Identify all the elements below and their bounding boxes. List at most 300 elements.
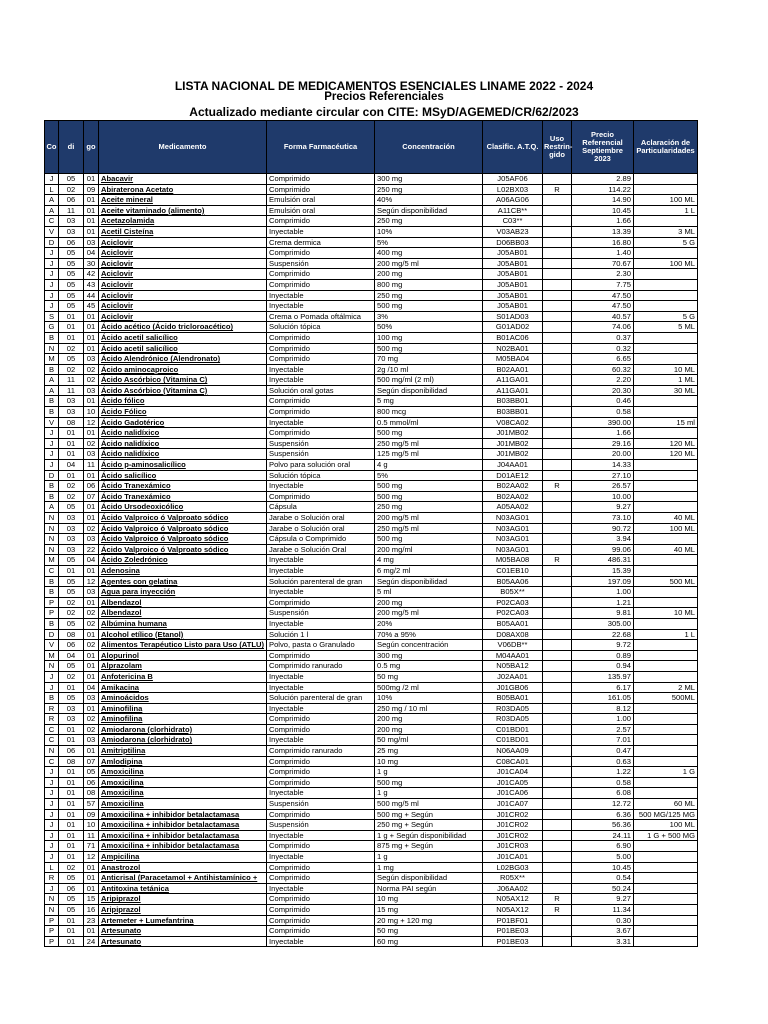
cell-forma: Comprimido bbox=[267, 809, 375, 820]
cell-atc: L02BX03 bbox=[483, 184, 543, 195]
cell-aclaracion: 1 L bbox=[634, 629, 698, 640]
cell-atc: N03AG01 bbox=[483, 544, 543, 555]
cell-precio: 3.67 bbox=[572, 926, 634, 937]
cell-precio: 9.27 bbox=[572, 894, 634, 905]
cell-code-letter: B bbox=[45, 693, 59, 704]
cell-medicamento: Albendazol bbox=[99, 608, 267, 619]
cell-uso bbox=[543, 883, 572, 894]
cell-code-number: 02 bbox=[84, 724, 99, 735]
cell-uso bbox=[543, 703, 572, 714]
cell-medicamento: Acetil Cisteína bbox=[99, 226, 267, 237]
cell-forma: Comprimido bbox=[267, 915, 375, 926]
cell-code-letter: J bbox=[45, 301, 59, 312]
cell-concentracion: 500mg /2 ml bbox=[375, 682, 483, 693]
cell-precio: 1.22 bbox=[572, 767, 634, 778]
cell-aclaracion: 100 ML bbox=[634, 523, 698, 534]
header-forma: Forma Farmacéutica bbox=[267, 121, 375, 174]
cell-precio: 486.31 bbox=[572, 555, 634, 566]
cell-atc: B03BB01 bbox=[483, 396, 543, 407]
cell-code-number: 02 bbox=[84, 608, 99, 619]
cell-code-letter: J bbox=[45, 248, 59, 259]
cell-uso bbox=[543, 375, 572, 386]
cell-atc: J01CA05 bbox=[483, 777, 543, 788]
cell-code-letter: J bbox=[45, 460, 59, 471]
cell-code-group: 05 bbox=[59, 248, 84, 259]
cell-uso bbox=[543, 640, 572, 651]
cell-concentracion: 500 mg bbox=[375, 777, 483, 788]
cell-code-group: 01 bbox=[59, 926, 84, 937]
cell-forma: Comprimido bbox=[267, 841, 375, 852]
cell-aclaracion: 30 ML bbox=[634, 385, 698, 396]
cell-precio: 305.00 bbox=[572, 618, 634, 629]
cell-forma: Comprimido ranurado bbox=[267, 746, 375, 757]
cell-code-group: 03 bbox=[59, 544, 84, 555]
cell-medicamento: Anticrisal (Paracetamol + Antihistamínico + bbox=[99, 873, 267, 884]
cell-forma: Comprimido bbox=[267, 184, 375, 195]
cell-forma: Comprimido bbox=[267, 904, 375, 915]
cell-medicamento: Alcohol etílico (Etanol) bbox=[99, 629, 267, 640]
cell-uso bbox=[543, 216, 572, 227]
cell-code-letter: J bbox=[45, 438, 59, 449]
cell-atc: P02CA03 bbox=[483, 608, 543, 619]
cell-precio: 0.94 bbox=[572, 661, 634, 672]
cell-uso bbox=[543, 438, 572, 449]
cell-code-group: 05 bbox=[59, 661, 84, 672]
cell-forma: Inyectable bbox=[267, 830, 375, 841]
cell-medicamento: Amlodipina bbox=[99, 756, 267, 767]
cell-code-letter: M bbox=[45, 354, 59, 365]
table-row bbox=[45, 248, 698, 259]
table-row bbox=[45, 799, 698, 810]
cell-atc: N05BA12 bbox=[483, 661, 543, 672]
cell-code-group: 01 bbox=[59, 777, 84, 788]
cell-code-number: 03 bbox=[84, 693, 99, 704]
cell-medicamento: Abacavir bbox=[99, 174, 267, 185]
cell-code-letter: C bbox=[45, 756, 59, 767]
cell-precio: 0.58 bbox=[572, 777, 634, 788]
cell-uso: R bbox=[543, 894, 572, 905]
cell-aclaracion bbox=[634, 756, 698, 767]
cell-atc: M05BA08 bbox=[483, 555, 543, 566]
cell-aclaracion bbox=[634, 746, 698, 757]
cell-code-number: 09 bbox=[84, 184, 99, 195]
cell-forma: Inyectable bbox=[267, 735, 375, 746]
cell-code-group: 01 bbox=[59, 724, 84, 735]
cell-concentracion: 200 mg bbox=[375, 724, 483, 735]
cell-concentracion: 500 mg + Según bbox=[375, 809, 483, 820]
cell-code-letter: N bbox=[45, 661, 59, 672]
cell-precio: 6.36 bbox=[572, 809, 634, 820]
table-row bbox=[45, 491, 698, 502]
cell-code-number: 01 bbox=[84, 671, 99, 682]
cell-atc: J05AB01 bbox=[483, 258, 543, 269]
cell-atc: J02AA01 bbox=[483, 671, 543, 682]
table-row bbox=[45, 915, 698, 926]
cell-concentracion: 2g /10 ml bbox=[375, 364, 483, 375]
cell-aclaracion bbox=[634, 470, 698, 481]
cell-atc: C01EB10 bbox=[483, 565, 543, 576]
cell-aclaracion bbox=[634, 852, 698, 863]
cell-aclaracion bbox=[634, 714, 698, 725]
cell-forma: Suspensión bbox=[267, 820, 375, 831]
cell-precio: 12.72 bbox=[572, 799, 634, 810]
cell-forma: Emulsión oral bbox=[267, 195, 375, 206]
cell-aclaracion bbox=[634, 777, 698, 788]
cell-medicamento: Ampicilina bbox=[99, 852, 267, 863]
cell-forma: Comprimido bbox=[267, 491, 375, 502]
cell-code-number: 01 bbox=[84, 597, 99, 608]
cell-atc: C01BD01 bbox=[483, 735, 543, 746]
cell-code-group: 01 bbox=[59, 936, 84, 947]
header-uso: Uso Restrin- gido bbox=[543, 121, 572, 174]
cell-aclaracion: 60 ML bbox=[634, 799, 698, 810]
cell-aclaracion bbox=[634, 735, 698, 746]
cell-code-number: 03 bbox=[84, 534, 99, 545]
cell-aclaracion bbox=[634, 481, 698, 492]
cell-concentracion: 500 mg bbox=[375, 534, 483, 545]
cell-forma: Jarabe o Solución oral bbox=[267, 523, 375, 534]
table-row bbox=[45, 820, 698, 831]
cell-medicamento: Alprazolam bbox=[99, 661, 267, 672]
cell-code-number: 57 bbox=[84, 799, 99, 810]
cell-concentracion: 100 mg bbox=[375, 332, 483, 343]
cell-code-group: 05 bbox=[59, 618, 84, 629]
cell-code-letter: P bbox=[45, 597, 59, 608]
cell-code-group: 05 bbox=[59, 555, 84, 566]
cell-forma: Comprimido bbox=[267, 756, 375, 767]
cell-uso bbox=[543, 841, 572, 852]
cell-aclaracion: 10 ML bbox=[634, 608, 698, 619]
table-row bbox=[45, 375, 698, 386]
cell-precio: 2.89 bbox=[572, 174, 634, 185]
table-row bbox=[45, 174, 698, 185]
cell-atc: J01CA01 bbox=[483, 852, 543, 863]
cell-precio: 3.31 bbox=[572, 936, 634, 947]
cell-aclaracion bbox=[634, 873, 698, 884]
cell-code-letter: B bbox=[45, 364, 59, 375]
cell-uso bbox=[543, 417, 572, 428]
cell-forma: Comprimido bbox=[267, 926, 375, 937]
table-row bbox=[45, 904, 698, 915]
cell-uso bbox=[543, 565, 572, 576]
medicines-table bbox=[44, 120, 698, 947]
cell-uso bbox=[543, 385, 572, 396]
cell-precio: 1.66 bbox=[572, 428, 634, 439]
cell-concentracion: 500 mg/ml (2 ml) bbox=[375, 375, 483, 386]
cell-code-letter: D bbox=[45, 629, 59, 640]
cell-concentracion: 5 mg bbox=[375, 396, 483, 407]
cell-atc: N05AX12 bbox=[483, 904, 543, 915]
cell-uso bbox=[543, 428, 572, 439]
cell-code-letter: A bbox=[45, 205, 59, 216]
cell-aclaracion bbox=[634, 788, 698, 799]
cell-atc: J01CR02 bbox=[483, 809, 543, 820]
cell-code-group: 04 bbox=[59, 460, 84, 471]
table-row bbox=[45, 608, 698, 619]
cell-atc: N06AA09 bbox=[483, 746, 543, 757]
cell-forma: Suspensión bbox=[267, 449, 375, 460]
cell-atc: J01MB02 bbox=[483, 449, 543, 460]
cell-code-group: 08 bbox=[59, 756, 84, 767]
cell-precio: 99.06 bbox=[572, 544, 634, 555]
cell-code-group: 05 bbox=[59, 894, 84, 905]
cell-code-letter: J bbox=[45, 682, 59, 693]
cell-atc: J01MB02 bbox=[483, 428, 543, 439]
cell-concentracion: 1 g bbox=[375, 852, 483, 863]
cell-code-number: 01 bbox=[84, 703, 99, 714]
cell-medicamento: Ácido acético (Ácido tricloroacético) bbox=[99, 322, 267, 333]
table-row bbox=[45, 226, 698, 237]
cell-medicamento: Artemeter + Lumefantrina bbox=[99, 915, 267, 926]
cell-uso: R bbox=[543, 555, 572, 566]
cell-code-group: 05 bbox=[59, 693, 84, 704]
cell-precio: 1.40 bbox=[572, 248, 634, 259]
cell-concentracion: 875 mg + Según bbox=[375, 841, 483, 852]
cell-aclaracion: 1 G + 500 MG bbox=[634, 830, 698, 841]
cell-medicamento: Ácido p-aminosalicílico bbox=[99, 460, 267, 471]
cell-code-number: 03 bbox=[84, 354, 99, 365]
cell-forma: Comprimido bbox=[267, 862, 375, 873]
cell-precio: 70.67 bbox=[572, 258, 634, 269]
cell-code-number: 01 bbox=[84, 343, 99, 354]
cell-code-letter: N bbox=[45, 523, 59, 534]
cell-medicamento: Ácido salicílico bbox=[99, 470, 267, 481]
cell-precio: 20.30 bbox=[572, 385, 634, 396]
cell-code-number: 04 bbox=[84, 555, 99, 566]
cell-forma: Jarabe o Solución Oral bbox=[267, 544, 375, 555]
cell-code-letter: C bbox=[45, 735, 59, 746]
cell-medicamento: Ácido Alendrónico (Alendronato) bbox=[99, 354, 267, 365]
cell-code-group: 02 bbox=[59, 862, 84, 873]
cell-forma: Crema o Pomada oftálmica bbox=[267, 311, 375, 322]
cell-forma: Suspensión bbox=[267, 608, 375, 619]
cell-uso bbox=[543, 746, 572, 757]
cell-forma: Comprimido bbox=[267, 396, 375, 407]
cell-aclaracion bbox=[634, 597, 698, 608]
cell-uso bbox=[543, 799, 572, 810]
cell-uso bbox=[543, 724, 572, 735]
cell-medicamento: Aciclovir bbox=[99, 311, 267, 322]
document-circular-reference: Actualizado mediante circular con CITE: MSyD/AGEMED/CR/62/2023 bbox=[189, 105, 579, 119]
cell-code-letter: P bbox=[45, 926, 59, 937]
cell-code-group: 03 bbox=[59, 513, 84, 524]
cell-concentracion: 300 mg bbox=[375, 650, 483, 661]
cell-code-number: 01 bbox=[84, 862, 99, 873]
cell-forma: Comprimido bbox=[267, 597, 375, 608]
cell-medicamento: Albendazol bbox=[99, 597, 267, 608]
table-row bbox=[45, 301, 698, 312]
cell-code-number: 05 bbox=[84, 767, 99, 778]
cell-atc: B02AA01 bbox=[483, 364, 543, 375]
cell-code-letter: J bbox=[45, 841, 59, 852]
cell-uso bbox=[543, 174, 572, 185]
cell-code-number: 01 bbox=[84, 311, 99, 322]
cell-code-number: 04 bbox=[84, 682, 99, 693]
cell-concentracion: 1 g + Según disponibilidad bbox=[375, 830, 483, 841]
cell-code-letter: L bbox=[45, 862, 59, 873]
cell-code-group: 02 bbox=[59, 343, 84, 354]
cell-atc: B05AA06 bbox=[483, 576, 543, 587]
cell-aclaracion: 100 ML bbox=[634, 258, 698, 269]
cell-concentracion: 20 mg + 120 mg bbox=[375, 915, 483, 926]
cell-atc: G01AD02 bbox=[483, 322, 543, 333]
cell-atc: C03** bbox=[483, 216, 543, 227]
cell-medicamento: Adenosina bbox=[99, 565, 267, 576]
table-row bbox=[45, 777, 698, 788]
cell-medicamento: Amiodarona (clorhidrato) bbox=[99, 735, 267, 746]
cell-code-number: 01 bbox=[84, 428, 99, 439]
cell-aclaracion bbox=[634, 724, 698, 735]
cell-code-number: 22 bbox=[84, 544, 99, 555]
cell-code-letter: B bbox=[45, 491, 59, 502]
cell-forma: Comprimido bbox=[267, 354, 375, 365]
cell-precio: 2.20 bbox=[572, 375, 634, 386]
table-row bbox=[45, 883, 698, 894]
table-row bbox=[45, 873, 698, 884]
cell-uso bbox=[543, 788, 572, 799]
cell-code-group: 01 bbox=[59, 311, 84, 322]
cell-forma: Inyectable bbox=[267, 555, 375, 566]
cell-aclaracion: 120 ML bbox=[634, 449, 698, 460]
cell-code-group: 05 bbox=[59, 279, 84, 290]
cell-code-group: 01 bbox=[59, 809, 84, 820]
cell-uso bbox=[543, 269, 572, 280]
cell-code-letter: J bbox=[45, 767, 59, 778]
cell-code-group: 03 bbox=[59, 703, 84, 714]
table-row bbox=[45, 661, 698, 672]
cell-concentracion: 50 mg/ml bbox=[375, 735, 483, 746]
cell-precio: 9.81 bbox=[572, 608, 634, 619]
table-row bbox=[45, 428, 698, 439]
cell-uso bbox=[543, 809, 572, 820]
cell-code-number: 03 bbox=[84, 735, 99, 746]
cell-code-letter: A bbox=[45, 502, 59, 513]
table-row bbox=[45, 693, 698, 704]
cell-code-letter: A bbox=[45, 195, 59, 206]
cell-forma: Comprimido bbox=[267, 428, 375, 439]
cell-aclaracion bbox=[634, 936, 698, 947]
cell-precio: 24.11 bbox=[572, 830, 634, 841]
cell-code-letter: J bbox=[45, 449, 59, 460]
cell-concentracion: 1 g bbox=[375, 767, 483, 778]
header-precio: Precio Referencial Septiembre 2023 bbox=[572, 121, 634, 174]
cell-medicamento: Ácido nalidíxico bbox=[99, 438, 267, 449]
cell-code-letter: V bbox=[45, 226, 59, 237]
cell-precio: 90.72 bbox=[572, 523, 634, 534]
cell-code-letter: N bbox=[45, 534, 59, 545]
cell-forma: Inyectable bbox=[267, 671, 375, 682]
cell-forma: Suspensión bbox=[267, 799, 375, 810]
cell-code-letter: J bbox=[45, 830, 59, 841]
cell-uso bbox=[543, 258, 572, 269]
cell-code-letter: J bbox=[45, 852, 59, 863]
cell-atc: J01GB06 bbox=[483, 682, 543, 693]
cell-precio: 0.47 bbox=[572, 746, 634, 757]
cell-precio: 73.10 bbox=[572, 513, 634, 524]
cell-medicamento: Aceite mineral bbox=[99, 195, 267, 206]
cell-concentracion: 25 mg bbox=[375, 746, 483, 757]
cell-code-group: 01 bbox=[59, 820, 84, 831]
cell-code-letter: B bbox=[45, 481, 59, 492]
table-row bbox=[45, 852, 698, 863]
cell-code-letter: A bbox=[45, 385, 59, 396]
cell-precio: 26.57 bbox=[572, 481, 634, 492]
cell-forma: Comprimido bbox=[267, 407, 375, 418]
cell-concentracion: 1 mg bbox=[375, 862, 483, 873]
cell-code-number: 11 bbox=[84, 460, 99, 471]
cell-code-letter: G bbox=[45, 322, 59, 333]
cell-code-number: 45 bbox=[84, 301, 99, 312]
cell-code-number: 11 bbox=[84, 830, 99, 841]
cell-medicamento: Amiodarona (clorhidrato) bbox=[99, 724, 267, 735]
cell-code-number: 01 bbox=[84, 502, 99, 513]
cell-code-letter: J bbox=[45, 258, 59, 269]
table-row bbox=[45, 936, 698, 947]
table-row bbox=[45, 258, 698, 269]
cell-medicamento: Alopurinol bbox=[99, 650, 267, 661]
cell-precio: 0.46 bbox=[572, 396, 634, 407]
cell-medicamento: Aripiprazol bbox=[99, 904, 267, 915]
cell-code-group: 06 bbox=[59, 195, 84, 206]
cell-concentracion: 250 mg bbox=[375, 502, 483, 513]
cell-code-number: 01 bbox=[84, 629, 99, 640]
cell-concentracion: 250 mg/5 ml bbox=[375, 523, 483, 534]
cell-aclaracion bbox=[634, 174, 698, 185]
cell-medicamento: Aminofilina bbox=[99, 714, 267, 725]
cell-medicamento: Amoxicilina bbox=[99, 799, 267, 810]
cell-uso bbox=[543, 820, 572, 831]
cell-precio: 16.80 bbox=[572, 237, 634, 248]
cell-concentracion: 200 mg bbox=[375, 597, 483, 608]
cell-medicamento: Aciclovir bbox=[99, 290, 267, 301]
cell-concentracion: 200 mg bbox=[375, 269, 483, 280]
table-row bbox=[45, 640, 698, 651]
cell-aclaracion: 1 G bbox=[634, 767, 698, 778]
table-row bbox=[45, 364, 698, 375]
cell-uso bbox=[543, 226, 572, 237]
cell-uso bbox=[543, 661, 572, 672]
cell-medicamento: Amoxicilina + inhibidor betalactamasa bbox=[99, 841, 267, 852]
cell-code-number: 01 bbox=[84, 926, 99, 937]
cell-medicamento: Ácido nalidíxico bbox=[99, 428, 267, 439]
cell-code-group: 11 bbox=[59, 375, 84, 386]
cell-precio: 114.22 bbox=[572, 184, 634, 195]
cell-code-letter: V bbox=[45, 640, 59, 651]
cell-code-number: 12 bbox=[84, 417, 99, 428]
table-row bbox=[45, 587, 698, 598]
cell-forma: Polvo, pasta o Granulado bbox=[267, 640, 375, 651]
cell-atc: J05AB01 bbox=[483, 248, 543, 259]
cell-uso bbox=[543, 332, 572, 343]
cell-code-number: 10 bbox=[84, 820, 99, 831]
table-row bbox=[45, 290, 698, 301]
cell-forma: Comprimido bbox=[267, 279, 375, 290]
cell-code-number: 01 bbox=[84, 322, 99, 333]
header-go: go bbox=[84, 121, 99, 174]
cell-uso bbox=[543, 714, 572, 725]
table-row bbox=[45, 534, 698, 545]
table-row bbox=[45, 809, 698, 820]
cell-uso bbox=[543, 195, 572, 206]
cell-code-group: 01 bbox=[59, 332, 84, 343]
cell-aclaracion bbox=[634, 703, 698, 714]
cell-code-number: 08 bbox=[84, 788, 99, 799]
cell-aclaracion: 2 ML bbox=[634, 682, 698, 693]
cell-forma: Comprimido bbox=[267, 777, 375, 788]
table-row bbox=[45, 894, 698, 905]
cell-medicamento: Ácido acetil salicílico bbox=[99, 343, 267, 354]
cell-concentracion: 10% bbox=[375, 693, 483, 704]
